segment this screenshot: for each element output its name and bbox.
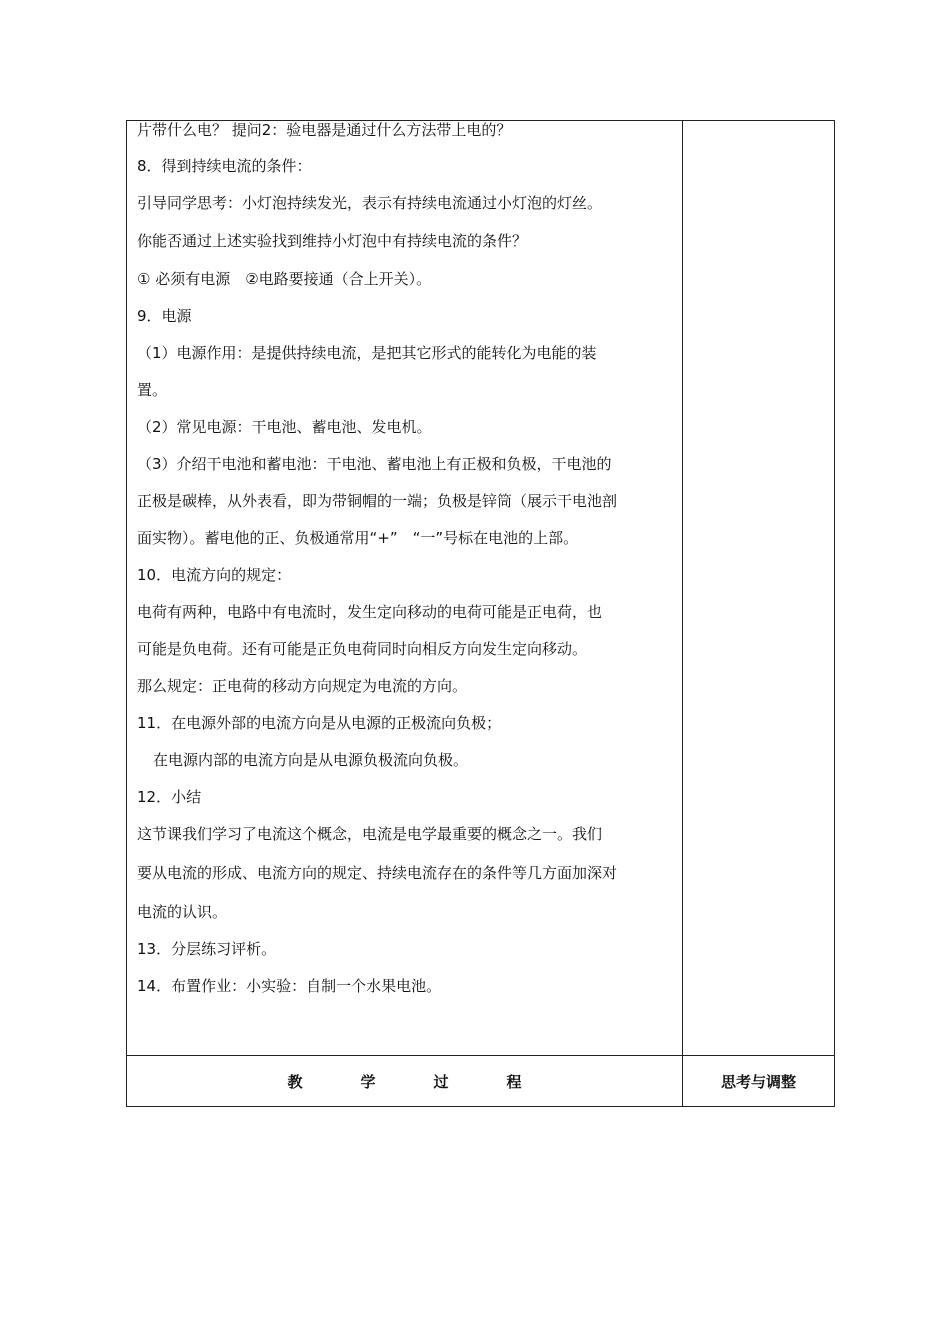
text-line: 12．小结 <box>137 788 202 806</box>
text-line: 这节课我们学习了电流这个概念，电流是电学最重要的概念之一。我们 <box>137 825 603 843</box>
text-line: （3）介绍干电池和蓄电池：干电池、蓄电池上有正极和负极，干电池的 <box>137 455 612 473</box>
text-line: 9．电源 <box>137 307 192 325</box>
text-line: ① 必须有电源 ②电路要接通（合上开关）。 <box>137 270 432 288</box>
text-line: 可能是负电荷。还有可能是正负电荷同时向相反方向发生定向移动。 <box>137 640 588 658</box>
text-line: 8．得到持续电流的条件： <box>137 157 312 175</box>
text-line: （2）常见电源：干电池、蓄电池、发电机。 <box>137 418 432 436</box>
text-line: 在电源内部的电流方向是从电源负极流向负极。 <box>153 751 469 769</box>
content-row <box>127 121 835 1056</box>
reflection-cell <box>683 121 835 1056</box>
text-line: 11．在电源外部的电流方向是从电源的正极流向负极； <box>137 714 502 732</box>
text-line: 置。 <box>137 381 168 399</box>
text-line: 10．电流方向的规定： <box>137 566 292 584</box>
text-line: 电荷有两种，电路中有电流时，发生定向移动的电荷可能是正电荷，也 <box>137 603 603 621</box>
lesson-content-cell <box>127 121 683 1056</box>
text-line: 13．分层练习评析。 <box>137 940 277 958</box>
text-line: 引导同学思考：小灯泡持续发光，表示有持续电流通过小灯泡的灯丝。 <box>137 194 603 212</box>
lesson-table <box>126 120 835 1107</box>
reflection-header-cell <box>683 1056 835 1107</box>
lesson-content <box>127 121 682 995</box>
text-line: 正极是碳棒，从外表看，即为带铜帽的一端；负极是锌筒（展示干电池剖 <box>137 492 618 510</box>
footer-row <box>127 1056 835 1107</box>
teaching-process-label: 教学过程 <box>287 1072 580 1091</box>
text-line: 那么规定：正电荷的移动方向规定为电流的方向。 <box>137 677 468 695</box>
text-line: 电流的认识。 <box>137 903 228 921</box>
text-line: 14．布置作业：小实验：自制一个水果电池。 <box>137 977 442 995</box>
reflection-label: 思考与调整 <box>720 1072 796 1091</box>
text-line: 你能否通过上述实验找到维持小灯泡中有持续电流的条件？ <box>137 232 528 250</box>
text-line: 要从电流的形成、电流方向的规定、持续电流存在的条件等几方面加深对 <box>137 864 618 882</box>
text-line: 面实物）。蓄电他的正、负极通常用“+” “一”号标在电池的上部。 <box>137 529 579 547</box>
text-line: （1）电源作用：是提供持续电流，是把其它形式的能转化为电能的装 <box>137 344 597 362</box>
text-line: 片带什么电？ 提问2：验电器是通过什么方法带上电的？ <box>137 121 512 139</box>
teaching-process-cell <box>127 1056 683 1107</box>
